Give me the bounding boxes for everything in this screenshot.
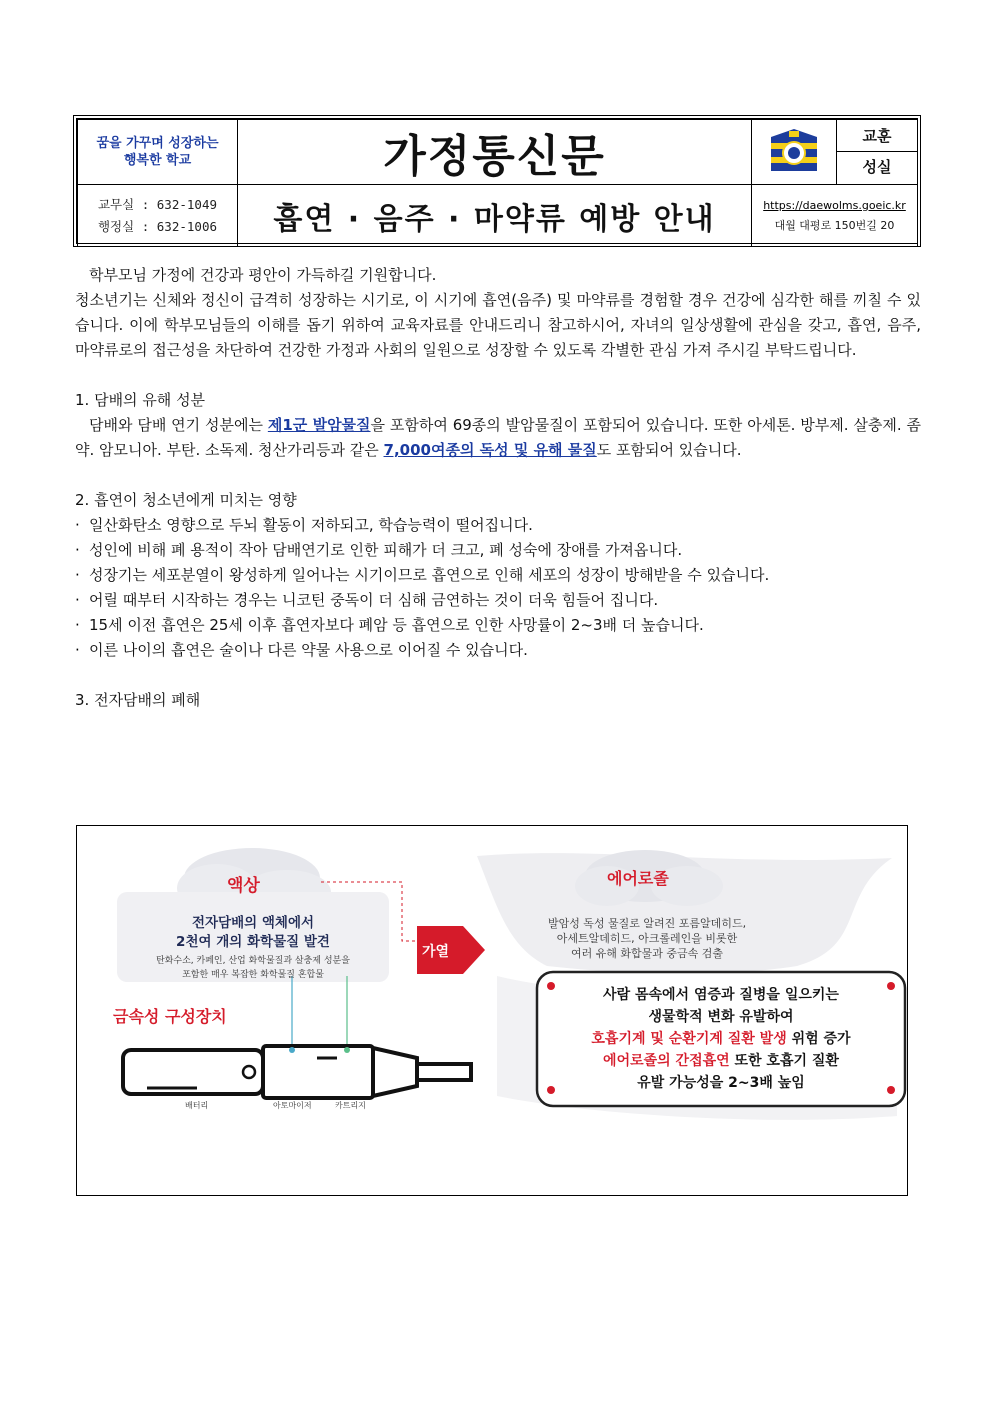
school-address: 대월 대평로 150번길 20 [774,218,895,232]
heat-label: 가열 [422,944,450,960]
page-title: 가정통신문 [238,120,752,185]
liquid-title-line2: 2천여 개의 화학물질 발견 [176,934,330,950]
section1-heading: 1. 담배의 유해 성분 [75,391,206,409]
section1-text-b: 을 포함하여 69종의 발암물질이 포함되어 있습니다. 또한 아세톤. 방부제. 살충제. 좀약. 암모니아. 부탄. 소독제. 청산가리등과 같은 [75,416,921,459]
warning-line3-highlight: 호흡기계 및 순환기계 질환 발생 [591,1031,787,1047]
liquid-desc-line1: 탄화수소, 카페인, 산업 화학물질과 살충제 성분을 [156,956,350,966]
section1-text-c: 도 포함되어 있습니다. [596,441,742,459]
health-warning-box [537,984,905,1094]
aerosol-desc-line3: 여러 유해 화합물과 중금속 검출 [570,947,724,960]
liquid-description [117,954,389,982]
carcinogen-highlight: 제1군 발암물질 [267,416,371,434]
motto-line-2: 행복한 학교 [123,153,192,168]
warning-line4 [537,1050,905,1072]
aerosol-description [497,916,797,961]
intro-paragraph: 청소년기는 신체와 정신이 급격히 성장하는 시기로, 이 시기에 흡연(음주) 및 마약류를 경험할 경우 건강에 심각한 해를 끼칠 수 있습니다. 이에 학부모님들의 이해를 돕기 위하여 교육자료를 안내드리니 참고하시어, 자녀의 일상생활에 관심을 갖고, 흡연, 음주, 마약류로의 접근성을 차단하여 건강한 가정과 사회의 일원으로 성장할 수 있도록 각별한 관심 가져 주시길 부탁드립니다. [75,291,921,359]
list-item: ‧ 성장기는 세포분열이 왕성하게 일어나는 시기이므로 흡연으로 인해 세포의 성장이 방해받을 수 있습니다. [75,563,921,588]
page-subtitle: 흡연 · 음주 · 마약류 예방 안내 [238,185,752,247]
school-emblem-icon [767,127,821,173]
school-motto [78,120,238,185]
school-logo-cell [752,120,837,185]
phone-office: 교무실 : 632-1049 [97,196,217,212]
warning-line2: 생물학적 변화 유발하여 [648,1009,794,1025]
letter-body [75,263,921,713]
contact-phones [78,185,238,247]
e-cigarette-infographic [76,825,908,1196]
toxic-substances-highlight: 7,000여종의 독성 및 유해 물질 [383,441,597,459]
list-item: ‧ 15세 이전 흡연은 25세 이후 흡연자보다 폐암 등 흡연으로 인한 사망률이 2~3배 더 높습니다. [75,613,921,638]
section2-heading: 2. 흡연이 청소년에게 미치는 영향 [75,491,297,509]
letter-header [76,118,918,244]
warning-line5: 유발 가능성을 2~3배 높임 [637,1075,805,1091]
liquid-title-line1: 전자담배의 액체에서 [191,915,315,931]
motto-tag-cell [837,120,918,185]
part-atomizer-label: 아토마이저 [273,1101,312,1110]
aerosol-desc-line2: 아세트알데히드, 아크롤레인을 비롯한 [556,932,738,945]
liquid-desc-line2: 포함한 매우 복잡한 화학물질 혼합물 [182,970,324,980]
liquid-label: 액상 [227,876,260,896]
list-item: ‧ 이른 나이의 흡연은 술이나 다른 약물 사용으로 이어질 수 있습니다. [75,638,921,663]
warning-line4-highlight: 에어로졸의 간접흡연 [603,1053,730,1069]
greeting: 학부모님 가정에 건강과 평안이 가득하길 기원합니다. [89,266,437,284]
liquid-title [117,914,389,952]
list-item: ‧ 일산화탄소 영향으로 두뇌 활동이 저하되고, 학습능력이 떨어집니다. [75,513,921,538]
warning-line1: 사람 몸속에서 염증과 질병을 일으키는 [603,987,839,1003]
warning-line4-rest: 또한 호흡기 질환 [729,1053,839,1069]
metal-device-label: 금속성 구성장치 [113,1007,227,1026]
list-item: ‧ 성인에 비해 폐 용적이 작아 담배연기로 인한 피해가 더 크고, 폐 성숙에 장애를 가져옵니다. [75,538,921,563]
list-item: ‧ 어릴 때부터 시작하는 경우는 니코틴 중독이 더 심해 금연하는 것이 더욱 힘들어 집니다. [75,588,921,613]
part-battery-label: 배터리 [185,1101,209,1110]
section3-heading: 3. 전자담배의 폐해 [75,691,201,709]
phone-admin: 행정실 : 632-1006 [97,218,217,234]
motto-line-1: 꿈을 가꾸며 성장하는 [96,136,219,151]
school-info [752,185,918,247]
part-cartridge-label: 카트리지 [335,1101,366,1110]
motto-tag-label: 교훈 [837,121,917,152]
aerosol-desc-line1: 발암성 독성 물질로 알려진 포름알데히드, [547,917,747,930]
website-link[interactable]: https://daewolms.goeic.kr [763,198,906,212]
section1-text-a: 담배와 담배 연기 성분에는 [89,416,268,434]
motto-tag-value: 성실 [862,158,892,176]
warning-line3-rest: 위험 증가 [786,1031,851,1047]
section1-paragraph [75,413,921,463]
warning-line3 [537,1028,905,1050]
aerosol-label: 에어로졸 [607,869,669,888]
